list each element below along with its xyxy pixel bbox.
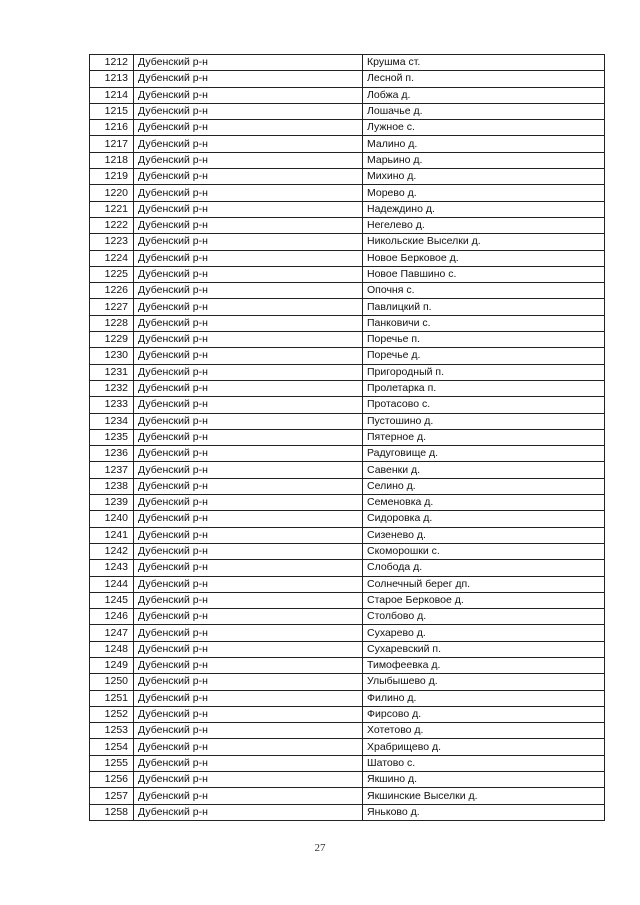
district-name: Дубенский р-н xyxy=(134,772,363,788)
table-row xyxy=(90,120,605,136)
settlement-name: Шатово с. xyxy=(363,755,605,771)
row-number: 1232 xyxy=(90,380,134,396)
settlement-name: Надеждино д. xyxy=(363,201,605,217)
settlement-name: Солнечный берег дп. xyxy=(363,576,605,592)
settlement-name: Сухаревский п. xyxy=(363,641,605,657)
district-name: Дубенский р-н xyxy=(134,152,363,168)
district-name: Дубенский р-н xyxy=(134,55,363,71)
table-row xyxy=(90,690,605,706)
row-number: 1244 xyxy=(90,576,134,592)
settlement-name: Малино д. xyxy=(363,136,605,152)
row-number: 1235 xyxy=(90,429,134,445)
row-number: 1226 xyxy=(90,283,134,299)
row-number: 1258 xyxy=(90,804,134,820)
row-number: 1215 xyxy=(90,103,134,119)
district-name: Дубенский р-н xyxy=(134,364,363,380)
table-row xyxy=(90,136,605,152)
district-name: Дубенский р-н xyxy=(134,690,363,706)
settlement-name: Лесной п. xyxy=(363,71,605,87)
settlement-name: Марьино д. xyxy=(363,152,605,168)
district-name: Дубенский р-н xyxy=(134,185,363,201)
row-number: 1240 xyxy=(90,511,134,527)
table-row xyxy=(90,299,605,315)
settlement-name: Слобода д. xyxy=(363,560,605,576)
row-number: 1234 xyxy=(90,413,134,429)
table-row xyxy=(90,592,605,608)
settlement-name: Селино д. xyxy=(363,478,605,494)
row-number: 1253 xyxy=(90,723,134,739)
table-row xyxy=(90,234,605,250)
settlements-table xyxy=(89,54,605,821)
district-name: Дубенский р-н xyxy=(134,201,363,217)
district-name: Дубенский р-н xyxy=(134,136,363,152)
district-name: Дубенский р-н xyxy=(134,87,363,103)
row-number: 1250 xyxy=(90,674,134,690)
table-row xyxy=(90,788,605,804)
settlement-name: Савенки д. xyxy=(363,462,605,478)
row-number: 1227 xyxy=(90,299,134,315)
row-number: 1254 xyxy=(90,739,134,755)
district-name: Дубенский р-н xyxy=(134,641,363,657)
table-row xyxy=(90,511,605,527)
row-number: 1217 xyxy=(90,136,134,152)
table-row xyxy=(90,87,605,103)
table-row xyxy=(90,185,605,201)
table-row xyxy=(90,609,605,625)
row-number: 1247 xyxy=(90,625,134,641)
settlement-name: Новое Павшино с. xyxy=(363,266,605,282)
row-number: 1223 xyxy=(90,234,134,250)
district-name: Дубенский р-н xyxy=(134,413,363,429)
settlement-name: Яньково д. xyxy=(363,804,605,820)
settlement-name: Пятерное д. xyxy=(363,429,605,445)
district-name: Дубенский р-н xyxy=(134,560,363,576)
row-number: 1252 xyxy=(90,706,134,722)
row-number: 1231 xyxy=(90,364,134,380)
table-row xyxy=(90,543,605,559)
table-row xyxy=(90,250,605,266)
settlement-name: Негелево д. xyxy=(363,217,605,233)
district-name: Дубенский р-н xyxy=(134,332,363,348)
row-number: 1233 xyxy=(90,397,134,413)
table-row xyxy=(90,217,605,233)
settlement-name: Павлицкий п. xyxy=(363,299,605,315)
district-name: Дубенский р-н xyxy=(134,527,363,543)
table-row xyxy=(90,478,605,494)
table-row xyxy=(90,315,605,331)
settlement-name: Столбово д. xyxy=(363,609,605,625)
table-row xyxy=(90,674,605,690)
table-row xyxy=(90,495,605,511)
table-row xyxy=(90,446,605,462)
table-row xyxy=(90,71,605,87)
table-row xyxy=(90,560,605,576)
settlement-name: Лобжа д. xyxy=(363,87,605,103)
settlement-name: Крушма ст. xyxy=(363,55,605,71)
settlement-name: Пригородный п. xyxy=(363,364,605,380)
settlements-table-body xyxy=(90,55,605,821)
row-number: 1248 xyxy=(90,641,134,657)
row-number: 1228 xyxy=(90,315,134,331)
row-number: 1239 xyxy=(90,495,134,511)
settlement-name: Протасово с. xyxy=(363,397,605,413)
table-row xyxy=(90,152,605,168)
district-name: Дубенский р-н xyxy=(134,217,363,233)
settlement-name: Пролетарка п. xyxy=(363,380,605,396)
table-row xyxy=(90,266,605,282)
table-row xyxy=(90,462,605,478)
row-number: 1246 xyxy=(90,609,134,625)
row-number: 1249 xyxy=(90,657,134,673)
settlement-name: Храбрищево д. xyxy=(363,739,605,755)
district-name: Дубенский р-н xyxy=(134,315,363,331)
district-name: Дубенский р-н xyxy=(134,283,363,299)
settlement-name: Сидоровка д. xyxy=(363,511,605,527)
settlement-name: Сухарево д. xyxy=(363,625,605,641)
table-row xyxy=(90,772,605,788)
district-name: Дубенский р-н xyxy=(134,625,363,641)
settlement-name: Скоморошки с. xyxy=(363,543,605,559)
row-number: 1214 xyxy=(90,87,134,103)
district-name: Дубенский р-н xyxy=(134,250,363,266)
district-name: Дубенский р-н xyxy=(134,71,363,87)
row-number: 1218 xyxy=(90,152,134,168)
district-name: Дубенский р-н xyxy=(134,706,363,722)
row-number: 1257 xyxy=(90,788,134,804)
settlement-name: Радуговище д. xyxy=(363,446,605,462)
row-number: 1225 xyxy=(90,266,134,282)
settlement-name: Поречье д. xyxy=(363,348,605,364)
row-number: 1256 xyxy=(90,772,134,788)
table-row xyxy=(90,348,605,364)
district-name: Дубенский р-н xyxy=(134,266,363,282)
table-row xyxy=(90,429,605,445)
settlement-name: Старое Берковое д. xyxy=(363,592,605,608)
settlement-name: Морево д. xyxy=(363,185,605,201)
table-row xyxy=(90,413,605,429)
table-row xyxy=(90,55,605,71)
district-name: Дубенский р-н xyxy=(134,462,363,478)
row-number: 1255 xyxy=(90,755,134,771)
district-name: Дубенский р-н xyxy=(134,592,363,608)
table-row xyxy=(90,804,605,820)
page-number: 27 xyxy=(314,842,326,854)
settlement-name: Михино д. xyxy=(363,169,605,185)
row-number: 1216 xyxy=(90,120,134,136)
row-number: 1212 xyxy=(90,55,134,71)
district-name: Дубенский р-н xyxy=(134,495,363,511)
settlement-name: Улыбышево д. xyxy=(363,674,605,690)
table-row xyxy=(90,103,605,119)
district-name: Дубенский р-н xyxy=(134,576,363,592)
settlement-name: Хотетово д. xyxy=(363,723,605,739)
row-number: 1242 xyxy=(90,543,134,559)
settlement-name: Тимофеевка д. xyxy=(363,657,605,673)
table-row xyxy=(90,641,605,657)
table-row xyxy=(90,332,605,348)
settlement-name: Панковичи с. xyxy=(363,315,605,331)
table-row xyxy=(90,739,605,755)
district-name: Дубенский р-н xyxy=(134,169,363,185)
row-number: 1222 xyxy=(90,217,134,233)
row-number: 1229 xyxy=(90,332,134,348)
settlement-name: Новое Берковое д. xyxy=(363,250,605,266)
settlement-name: Пустошино д. xyxy=(363,413,605,429)
table-row xyxy=(90,576,605,592)
district-name: Дубенский р-н xyxy=(134,755,363,771)
district-name: Дубенский р-н xyxy=(134,446,363,462)
district-name: Дубенский р-н xyxy=(134,543,363,559)
settlement-name: Фирсово д. xyxy=(363,706,605,722)
settlement-name: Якшинские Выселки д. xyxy=(363,788,605,804)
district-name: Дубенский р-н xyxy=(134,429,363,445)
table-row xyxy=(90,755,605,771)
settlement-name: Семеновка д. xyxy=(363,495,605,511)
row-number: 1243 xyxy=(90,560,134,576)
settlement-name: Поречье п. xyxy=(363,332,605,348)
table-row xyxy=(90,625,605,641)
table-row xyxy=(90,169,605,185)
district-name: Дубенский р-н xyxy=(134,657,363,673)
row-number: 1251 xyxy=(90,690,134,706)
table-row xyxy=(90,283,605,299)
district-name: Дубенский р-н xyxy=(134,397,363,413)
row-number: 1236 xyxy=(90,446,134,462)
district-name: Дубенский р-н xyxy=(134,511,363,527)
district-name: Дубенский р-н xyxy=(134,804,363,820)
table-row xyxy=(90,201,605,217)
district-name: Дубенский р-н xyxy=(134,674,363,690)
district-name: Дубенский р-н xyxy=(134,348,363,364)
row-number: 1238 xyxy=(90,478,134,494)
row-number: 1213 xyxy=(90,71,134,87)
table-row xyxy=(90,723,605,739)
district-name: Дубенский р-н xyxy=(134,380,363,396)
row-number: 1219 xyxy=(90,169,134,185)
row-number: 1245 xyxy=(90,592,134,608)
table-row xyxy=(90,380,605,396)
table-row xyxy=(90,364,605,380)
row-number: 1224 xyxy=(90,250,134,266)
district-name: Дубенский р-н xyxy=(134,299,363,315)
settlement-name: Лошачье д. xyxy=(363,103,605,119)
settlement-name: Сизенево д. xyxy=(363,527,605,543)
district-name: Дубенский р-н xyxy=(134,234,363,250)
district-name: Дубенский р-н xyxy=(134,723,363,739)
table-row xyxy=(90,397,605,413)
district-name: Дубенский р-н xyxy=(134,478,363,494)
settlement-name: Лужное с. xyxy=(363,120,605,136)
settlement-name: Якшино д. xyxy=(363,772,605,788)
district-name: Дубенский р-н xyxy=(134,739,363,755)
settlement-name: Никольские Выселки д. xyxy=(363,234,605,250)
row-number: 1221 xyxy=(90,201,134,217)
table-row xyxy=(90,527,605,543)
district-name: Дубенский р-н xyxy=(134,103,363,119)
row-number: 1241 xyxy=(90,527,134,543)
settlement-name: Опочня с. xyxy=(363,283,605,299)
settlement-name: Филино д. xyxy=(363,690,605,706)
district-name: Дубенский р-н xyxy=(134,788,363,804)
row-number: 1237 xyxy=(90,462,134,478)
row-number: 1230 xyxy=(90,348,134,364)
table-row xyxy=(90,657,605,673)
row-number: 1220 xyxy=(90,185,134,201)
district-name: Дубенский р-н xyxy=(134,120,363,136)
district-name: Дубенский р-н xyxy=(134,609,363,625)
table-row xyxy=(90,706,605,722)
